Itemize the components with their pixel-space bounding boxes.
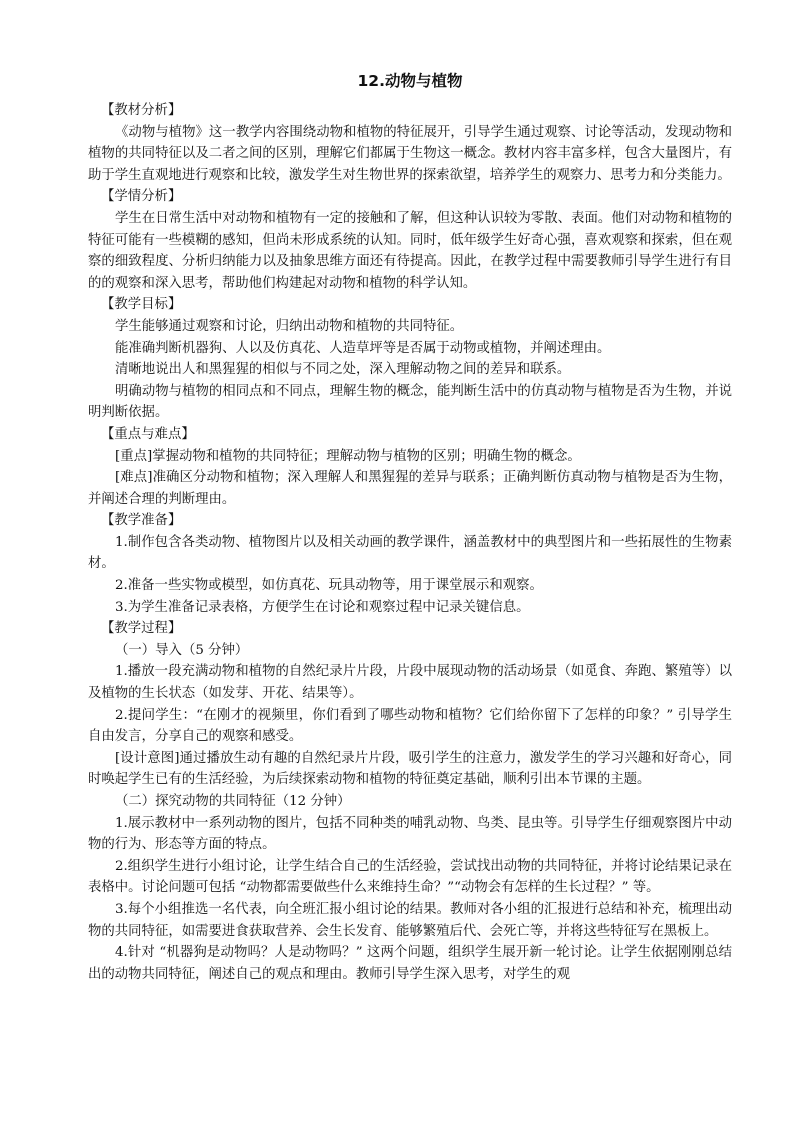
section-heading-teaching-goals: 【教学目标】 [101,297,182,313]
document-page [88,70,732,985]
paragraph: [重点]掌握动物和植物的共同特征；理解动物与植物的区别；明确生物的概念。 [115,448,581,464]
paragraph: 1.播放一段充满动物和植物的自然纪录片片段，片段中展现动物的活动场景（如觅食、奔跑、繁殖等）以及植物的生长状态（如发芽、开花、结果等）。 [88,664,732,702]
paragraph: [设计意图]通过播放生动有趣的自然纪录片片段，吸引学生的注意力，激发学生的学习兴趣和好奇心，同时唤起学生已有的生活经验，为后续探索动物和植物的特征奠定基础，顺利引出本节课的主题。 [88,750,732,788]
section-heading-textbook-analysis: 【教材分析】 [101,103,182,118]
paragraph: 2.提问学生：“在刚才的视频里，你们看到了哪些动物和植物？它们给你留下了怎样的印象？” 引导学生自由发言，分享自己的观察和感受。 [88,707,732,745]
subsection-heading-intro: （一）导入（5 分钟） [115,642,249,658]
paragraph: 3.为学生准备记录表格，方便学生在讨论和观察过程中记录关键信息。 [115,599,530,615]
paragraph: 2.组织学生进行小组讨论，让学生结合自己的生活经验，尝试找出动物的共同特征，并将讨论结果记录在表格中。讨论问题可包括 “动物都需要做些什么来维持生命？”“动物会有怎样的生长过程？” 等。 [88,858,732,896]
paragraph: 1.制作包含各类动物、植物图片以及相关动画的教学课件，涵盖教材中的典型图片和一些拓展性的生物素材。 [88,534,732,572]
paragraph: 2.准备一些实物或模型，如仿真花、玩具动物等，用于课堂展示和观察。 [115,578,543,594]
section-heading-key-points: 【重点与难点】 [101,426,195,442]
section-heading-teaching-process: 【教学过程】 [101,621,182,637]
paragraph: 3.每个小组推选一名代表，向全班汇报小组讨论的结果。教师对各小组的汇报进行总结和补充，梳理出动物的共同特征，如需要进食获取营养、会生长发育、能够繁殖后代、会死亡等，并将这些特征写在黑板上。 [88,901,732,939]
paragraph: 能准确判断机器狗、人以及仿真花、人造草坪等是否属于动物或植物，并阐述理由。 [115,340,611,356]
subsection-heading-explore: （二）探究动物的共同特征（12 分钟） [115,794,351,809]
paragraph: 明确动物与植物的相同点和不同点，理解生物的概念，能判断生活中的仿真动物与植物是否为生物，并说明判断依据。 [88,383,732,421]
section-heading-preparation: 【教学准备】 [101,513,182,529]
paragraph: 1.展示教材中一系列动物的图片，包括不同种类的哺乳动物、鸟类、昆虫等。引导学生仔细观察图片中动物的行为、形态等方面的特点。 [88,815,732,853]
paragraph: [难点]准确区分动物和植物；深入理解人和黑猩猩的差异与联系；正确判断仿真动物与植物是否为生物，并阐述合理的判断理由。 [88,470,732,507]
paragraph: 学生能够通过观察和讨论，归纳出动物和植物的共同特征。 [115,318,464,334]
page-title: 12.动物与植物 [357,72,463,90]
paragraph: 学生在日常生活中对动物和植物有一定的接触和了解，但这种认识较为零散、表面。他们对动物和植物的特征可能有一些模糊的感知，但尚未形成系统的认知。同时，低年级学生好奇心强，喜欢观察和探索，但在观察的细致程度、分析归纳能力以及抽象思维方面还有待提高。因此，在教学过程中需要教师引导学生进行有目的的观察和深入思考，帮助他们构建起对动物和植物的科学认知。 [88,210,732,291]
paragraph: 4.针对 “机器狗是动物吗？人是动物吗？” 这两个问题，组织学生展开新一轮讨论。让学生依据刚刚总结出的动物共同特征，阐述自己的观点和理由。教师引导学生深入思考，对学生的观 [88,945,732,982]
section-heading-student-analysis: 【学情分析】 [101,189,182,205]
paragraph: 清晰地说出人和黑猩猩的相似与不同之处，深入理解动物之间的差异和联系。 [115,362,571,378]
paragraph: 《动物与植物》这一教学内容围绕动物和植物的特征展开，引导学生通过观察、讨论等活动，发现动物和植物的共同特征以及二者之间的区别，理解它们都属于生物这一概念。教材内容丰富多样，包含大量图片，有助于学生直观地进行观察和比较，激发学生对生物世界的探索欲望，培养学生的观察力、思考力和分类能力。 [88,124,732,183]
